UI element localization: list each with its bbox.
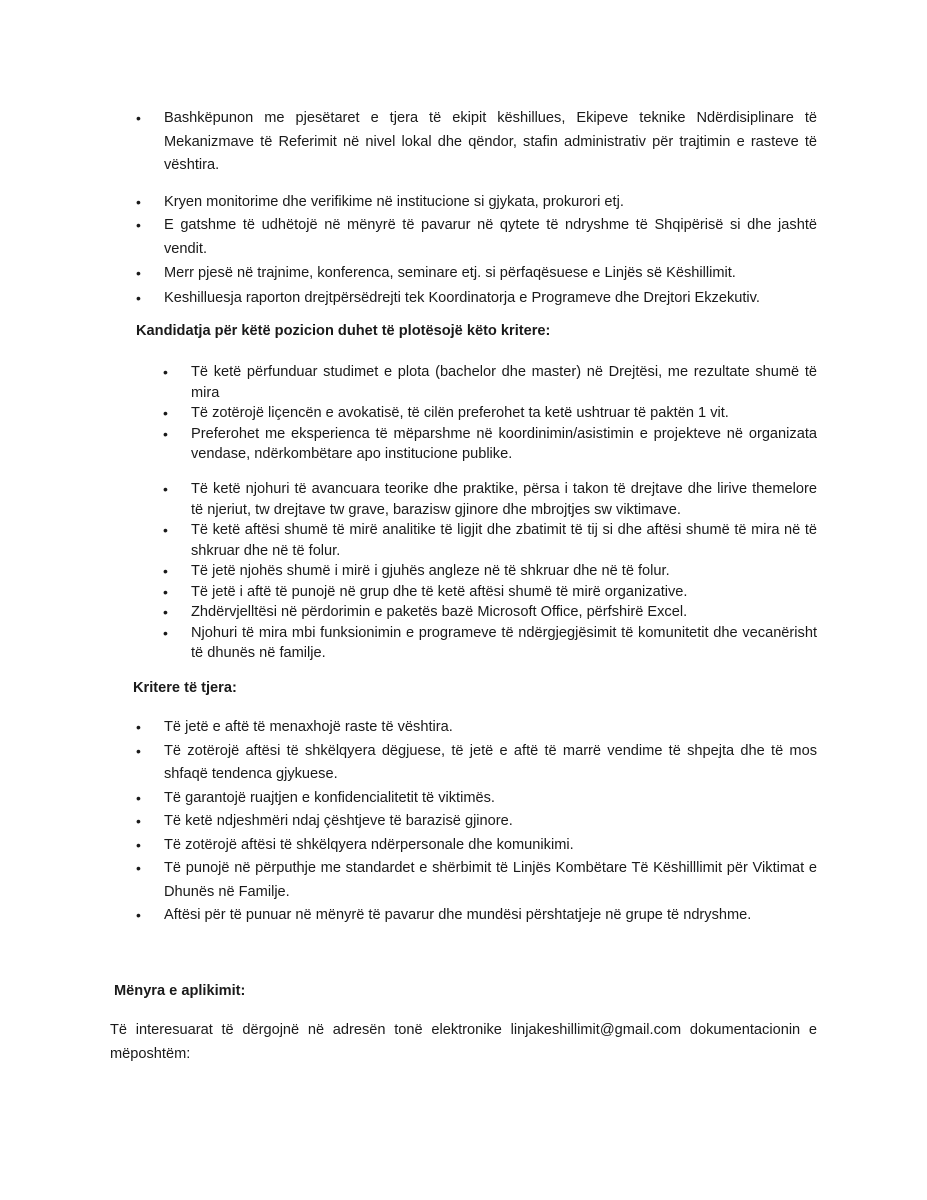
duties-list bbox=[0, 107, 817, 310]
criteria-list bbox=[0, 362, 817, 465]
list-item: • Njohuri të mira mbi funksionimin e programeve të ndërgjegjësimit të komunitetit dhe vecanërisht të dhunës në familje. bbox=[191, 623, 817, 664]
other-criteria-heading: Kritere të tjera: bbox=[133, 680, 237, 696]
list-item: • Të ketë aftësi shumë të mirë analitike të ligjit dhe zbatimit të tij si dhe aftësi shumë të mira në të shkruar dhe në të folur. bbox=[191, 520, 817, 561]
list-item: • Preferohet me eksperienca të mëparshme në koordinimin/asistimin e projekteve në organizata vendase, ndërkombëtare apo institucione publike. bbox=[191, 424, 817, 465]
application-paragraph: Të interesuarat të dërgojnë në adresën tonë elektronike linjakeshillimit@gmail.com dokumentacionin e mëposhtëm: bbox=[110, 1022, 817, 1062]
list-item: • Të zotërojë aftësi të shkëlqyera ndërpersonale dhe komunikimi. bbox=[164, 834, 817, 858]
list-item: • Merr pjesë në trajnime, konferenca, seminare etj. si përfaqësuese e Linjës së Këshillimit. bbox=[164, 262, 817, 286]
list-item: • Të jetë i aftë të punojë në grup dhe të ketë aftësi shumë të mirë organizative. bbox=[191, 582, 817, 603]
list-item: • Të ketë njohuri të avancuara teorike dhe praktike, përsa i takon të drejtave dhe lirive themelore të njeriut, tw drejtave tw grave, barazisw gjinore dhe mbrojtjes sw viktimave. bbox=[191, 479, 817, 520]
list-item: • Të ketë përfunduar studimet e plota (bachelor dhe master) në Drejtësi, me rezultate shumë të mira bbox=[191, 362, 817, 403]
criteria-heading: Kandidatja për këtë pozicion duhet të plotësojë këto kritere: bbox=[136, 323, 551, 339]
list-item: • Të punojë në përputhje me standardet e shërbimit të Linjës Kombëtare Të Këshilllimit për Viktimat e Dhunës në Familje. bbox=[164, 857, 817, 904]
application-heading: Mënyra e aplikimit: bbox=[114, 983, 246, 999]
list-item: • Zhdërvjelltësi në përdorimin e paketës bazë Microsoft Office, përfshirë Excel. bbox=[191, 602, 817, 623]
list-item: • Keshilluesja raporton drejtpërsëdrejti tek Koordinatorja e Programeve dhe Drejtori Ekzekutiv. bbox=[164, 287, 817, 311]
other-criteria-list bbox=[0, 716, 817, 928]
list-item: • Kryen monitorime dhe verifikime në institucione si gjykata, prokurori etj. bbox=[164, 191, 817, 215]
list-item: • Të zotërojë liçencën e avokatisë, të cilën preferohet ta ketë ushtruar të paktën 1 vit. bbox=[191, 403, 817, 424]
list-item: • Bashkëpunon me pjesëtaret e tjera të ekipit këshillues, Ekipeve teknike Ndërdisiplinare të Mekanizmave të Referimit në nivel lokal dhe qëndor, stafin administrativ për trajtimin e rasteve të vështira. bbox=[164, 107, 817, 178]
list-item: • Të garantojë ruajtjen e konfidencialitetit të viktimës. bbox=[164, 787, 817, 811]
list-item: • Të ketë ndjeshmëri ndaj çështjeve të barazisë gjinore. bbox=[164, 810, 817, 834]
list-item: • Të jetë njohës shumë i mirë i gjuhës angleze në të shkruar dhe në të folur. bbox=[191, 561, 817, 582]
list-item: • E gatshme të udhëtojë në mënyrë të pavarur në qytete të ndryshme të Shqipërisë si dhe jashtë vendit. bbox=[164, 214, 817, 261]
list-item: • Aftësi për të punuar në mënyrë të pavarur dhe mundësi përshtatjeje në grupe të ndryshme. bbox=[164, 904, 817, 928]
list-item: • Të jetë e aftë të menaxhojë raste të vështira. bbox=[164, 716, 817, 740]
criteria-list-continued bbox=[0, 479, 817, 664]
list-item: • Të zotërojë aftësi të shkëlqyera dëgjuese, të jetë e aftë të marrë vendime të shpejta dhe të mos shfaqë tendenca gjykuese. bbox=[164, 740, 817, 787]
